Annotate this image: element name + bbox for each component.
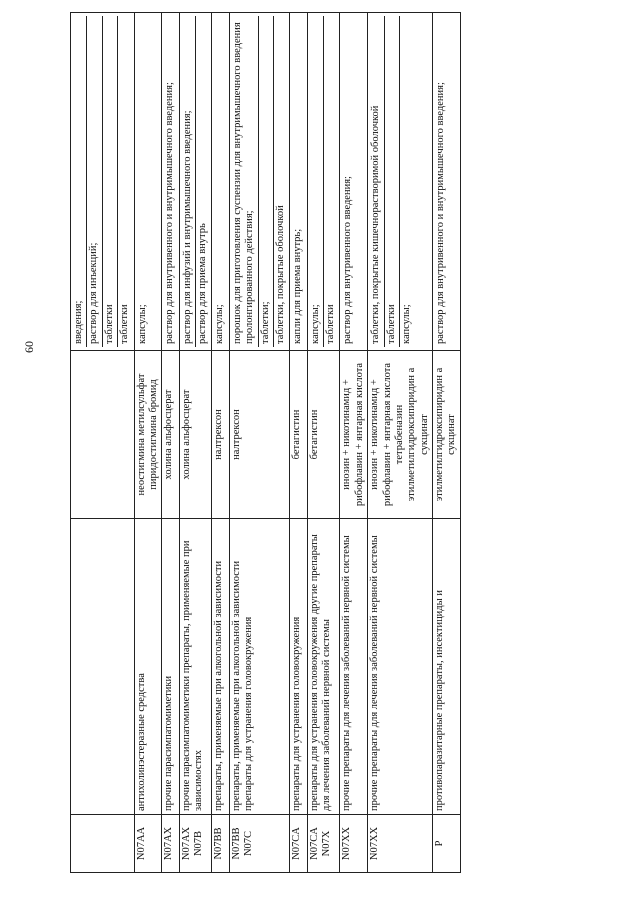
- dosage-form: раствор для внутривенного введения;: [342, 176, 354, 344]
- active-agent: инозин + никотинамид + рибофлавин + янтарная кислота: [341, 362, 365, 507]
- pharm-group-cell: препараты для устранения головокружения другие препараты для лечения заболеваний нервной системы: [307, 519, 340, 815]
- dosage-form: раствор для внутривенного и внутримышечного введения;: [435, 82, 446, 344]
- atc-code-cell: N07AX: [162, 815, 179, 873]
- dosage-form: капсулы;: [399, 16, 414, 347]
- dosage-form-cell: [340, 13, 368, 351]
- table-row: [71, 13, 135, 873]
- atc-code-cell: N07BB: [212, 815, 229, 873]
- pharm-group-cell: прочие препараты для лечения заболеваний нервной системы: [368, 519, 433, 815]
- table-row: [212, 13, 229, 873]
- atc-code-cell: N07CA N07X: [307, 815, 340, 873]
- dosage-form-cell: [368, 13, 433, 351]
- atc-code-cell: P: [433, 815, 461, 873]
- dosage-form-cell: [307, 13, 340, 351]
- table-row: [179, 13, 212, 873]
- active-agent: пиридостигмина бромид: [147, 379, 159, 490]
- drug-table: [70, 12, 461, 873]
- active-agent: инозин + никотинамид + рибофлавин + янтарная кислота: [369, 362, 393, 507]
- dosage-form: таблетки: [102, 16, 117, 347]
- active-agent: налтрексон: [230, 409, 242, 460]
- dosage-form-cell: [162, 13, 179, 351]
- table-row: [290, 13, 307, 873]
- atc-code-cell: N07AA: [134, 815, 162, 873]
- dosage-form-cell: [229, 13, 290, 351]
- active-agent-cell: [340, 351, 368, 519]
- active-agent: холина альфосцерат: [180, 389, 192, 480]
- active-agent: тетрабеназин: [393, 404, 405, 465]
- active-agent-cell: [307, 351, 340, 519]
- active-agent-cell: [290, 351, 307, 519]
- active-agent: бетагистин: [291, 409, 303, 460]
- pharm-group-cell: препараты, применяемые при алкогольной зависимости препараты для устранения головокружения: [229, 519, 290, 815]
- table-row: [162, 13, 179, 873]
- active-agent: этилметилгидроксипиридин а сукцинат: [434, 367, 458, 502]
- dosage-form: раствор для приема внутрь: [195, 16, 210, 347]
- table-row: [433, 13, 461, 873]
- dosage-form-cell: [179, 13, 212, 351]
- dosage-form: раствор для внутривенного и внутримышечного введения;: [164, 82, 176, 344]
- pharm-group-cell: противопаразитарные препараты, инсектициды и: [433, 519, 461, 815]
- active-agent: этилметилгидроксипиридин а сукцинат: [406, 367, 430, 502]
- active-agent-cell: [229, 351, 290, 519]
- dosage-form: раствор для инфузий и внутримышечного введения;: [181, 110, 193, 344]
- table-row: [134, 13, 162, 873]
- page-number: 60: [22, 341, 36, 353]
- dosage-form: таблетки: [117, 16, 132, 347]
- pharm-group-cell: прочие парасимпатомиметики: [162, 519, 179, 815]
- atc-code-cell: N07XX: [340, 815, 368, 873]
- dosage-form: таблетки: [323, 16, 338, 347]
- dosage-form-cell: [433, 13, 461, 351]
- dosage-form: капли для приема внутрь;: [292, 228, 304, 344]
- dosage-form-cell: [71, 13, 135, 351]
- dosage-form: таблетки, покрытые кишечнорастворимой оболочкой: [370, 105, 382, 344]
- pharm-group-cell: антихолинэстеразные средства: [134, 519, 162, 815]
- pharm-group-cell: прочие препараты для лечения заболеваний нервной системы: [340, 519, 368, 815]
- active-agent-cell: [162, 351, 179, 519]
- active-agent-cell: [368, 351, 433, 519]
- table-row: [229, 13, 290, 873]
- dosage-form-cell: [290, 13, 307, 351]
- atc-code-cell: N07BB N07C: [229, 815, 290, 873]
- dosage-form-cell: [212, 13, 229, 351]
- dosage-form: таблетки;: [258, 16, 273, 347]
- active-agent-cell: [134, 351, 162, 519]
- active-agent-cell: [71, 351, 135, 519]
- dosage-form: раствор для инъекций;: [86, 16, 101, 347]
- pharm-group-cell: прочие парасимпатомиметики препараты, применяемые при зависимостях: [179, 519, 212, 815]
- active-agent-cell: [212, 351, 229, 519]
- dosage-form-cell: [134, 13, 162, 351]
- active-agent: бетагистин: [308, 409, 320, 460]
- table-row: [307, 13, 340, 873]
- active-agent: неостигмина метилсульфат: [135, 373, 147, 496]
- active-agent: налтрексон: [213, 409, 225, 460]
- atc-code-cell: N07CA: [290, 815, 307, 873]
- dosage-form: таблетки: [384, 16, 399, 347]
- table-row: [368, 13, 433, 873]
- atc-code-cell: [71, 815, 135, 873]
- pharm-group-cell: препараты, применяемые при алкогольной зависимости: [212, 519, 229, 815]
- dosage-form: капсулы;: [214, 304, 226, 344]
- dosage-form: введения;: [73, 300, 84, 344]
- dosage-form: таблетки, покрытые оболочкой: [273, 16, 288, 347]
- pharm-group-cell: препараты для устранения головокружения: [290, 519, 307, 815]
- dosage-form: капсулы;: [309, 304, 321, 344]
- active-agent: холина альфосцерат: [163, 389, 175, 480]
- pharm-group-cell: [71, 519, 135, 815]
- dosage-form: капсулы;: [136, 304, 148, 344]
- table-row: [340, 13, 368, 873]
- drug-table-body: [71, 13, 461, 873]
- active-agent-cell: [433, 351, 461, 519]
- atc-code-cell: N07AX N07B: [179, 815, 212, 873]
- atc-code-cell: N07XX: [368, 815, 433, 873]
- active-agent-cell: [179, 351, 212, 519]
- dosage-form: порошок для приготовления суспензии для внутримышечного введения пролонгированного действия;: [231, 22, 256, 344]
